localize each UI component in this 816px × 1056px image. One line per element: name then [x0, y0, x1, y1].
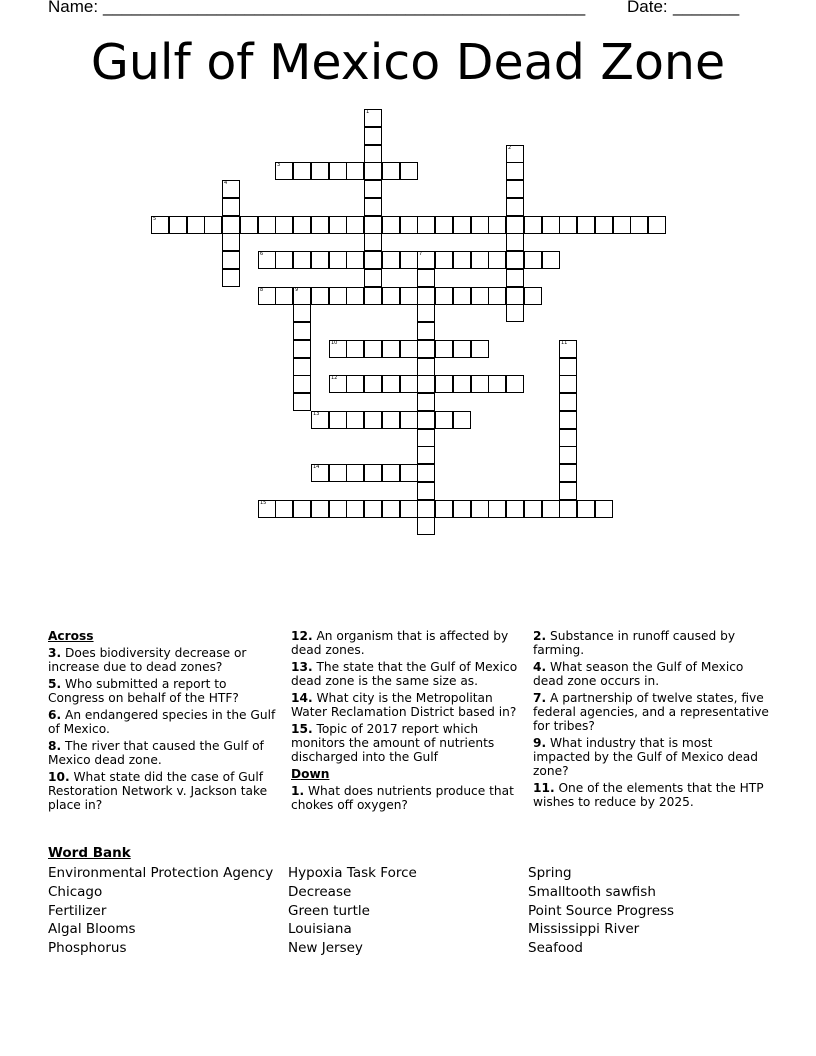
crossword-cell[interactable] — [435, 411, 453, 429]
crossword-cell[interactable] — [506, 145, 524, 163]
crossword-cell[interactable] — [417, 500, 435, 518]
crossword-cell[interactable] — [506, 198, 524, 216]
crossword-cell[interactable] — [417, 216, 435, 234]
crossword-cell[interactable] — [311, 162, 329, 180]
crossword-cell[interactable] — [488, 216, 506, 234]
word-bank-column-3 — [528, 864, 674, 958]
crossword-cell[interactable] — [559, 393, 577, 411]
crossword-cell[interactable] — [293, 216, 311, 234]
clue-down-7: 7. A partnership of twelve states, five federal agencies, and a representative for tribes? — [533, 691, 769, 733]
crossword-cell[interactable] — [417, 393, 435, 411]
clue-number: 1 — [366, 109, 370, 115]
crossword-cell[interactable] — [559, 464, 577, 482]
crossword-cell[interactable] — [187, 216, 205, 234]
crossword-cell[interactable] — [329, 162, 347, 180]
crossword-cell[interactable] — [293, 375, 311, 393]
word-bank-item: Phosphorus — [48, 940, 127, 957]
crossword-cell[interactable] — [453, 375, 471, 393]
crossword-cell[interactable] — [382, 251, 400, 269]
crossword-cell[interactable] — [382, 411, 400, 429]
crossword-cell[interactable] — [488, 500, 506, 518]
crossword-cell[interactable] — [364, 287, 382, 305]
clue-across-6: 6. An endangered species in the Gulf of Mexico. — [48, 708, 276, 736]
crossword-cell[interactable] — [506, 500, 524, 518]
clue-across-15: 15. Topic of 2017 report which monitors the amount of nutrients discharged into the Gulf — [291, 722, 495, 764]
clue-down-4: 4. What season the Gulf of Mexico dead zone occurs in. — [533, 660, 744, 688]
crossword-cell[interactable] — [542, 500, 560, 518]
crossword-cell[interactable] — [329, 287, 347, 305]
crossword-cell[interactable] — [346, 340, 364, 358]
crossword-cell[interactable] — [506, 251, 524, 269]
crossword-cell[interactable] — [364, 180, 382, 198]
crossword-cell[interactable] — [364, 251, 382, 269]
word-bank-item: Environmental Protection Agency — [48, 865, 274, 881]
crossword-cell[interactable] — [293, 500, 311, 518]
date-field[interactable]: _______ — [673, 0, 740, 16]
word-bank-item: Point Source Progress — [528, 902, 675, 919]
crossword-cell[interactable] — [400, 251, 418, 269]
clues-column-2 — [291, 629, 519, 815]
crossword-cell[interactable] — [169, 216, 187, 234]
crossword-cell[interactable] — [346, 287, 364, 305]
crossword-cell[interactable] — [346, 411, 364, 429]
crossword-cell[interactable] — [364, 198, 382, 216]
crossword-cell[interactable] — [364, 464, 382, 482]
word-bank-item: Smalltooth sawfish — [528, 883, 656, 900]
crossword-cell[interactable] — [382, 340, 400, 358]
crossword-cell[interactable] — [293, 251, 311, 269]
crossword-cell[interactable] — [471, 251, 489, 269]
crossword-cell[interactable] — [506, 287, 524, 305]
clue-number: 5 — [153, 216, 157, 222]
date-label: Date: — [627, 0, 668, 16]
crossword-cell[interactable] — [417, 251, 435, 269]
crossword-cell[interactable] — [559, 500, 577, 518]
crossword-cell[interactable] — [382, 500, 400, 518]
crossword-cell[interactable] — [595, 500, 613, 518]
crossword-cell[interactable] — [311, 216, 329, 234]
clue-across-8: 8. The river that caused the Gulf of Mexico dead zone. — [48, 739, 264, 767]
crossword-cell[interactable] — [506, 162, 524, 180]
crossword-cell[interactable] — [559, 482, 577, 500]
crossword-cell[interactable] — [382, 216, 400, 234]
word-bank-item: Louisiana — [288, 921, 352, 938]
crossword-cell[interactable] — [293, 162, 311, 180]
crossword-cell[interactable] — [364, 269, 382, 287]
crossword-cell[interactable] — [346, 216, 364, 234]
clue-number: 7 — [419, 251, 423, 257]
crossword-cell[interactable] — [293, 322, 311, 340]
crossword-cell[interactable] — [471, 340, 489, 358]
crossword-cell[interactable] — [524, 287, 542, 305]
crossword-cell[interactable] — [346, 500, 364, 518]
crossword-cell[interactable] — [364, 233, 382, 251]
clue-number: 4 — [224, 180, 228, 186]
crossword-cell[interactable] — [258, 251, 276, 269]
crossword-cell[interactable] — [329, 411, 347, 429]
crossword-cell[interactable] — [258, 500, 276, 518]
crossword-cell[interactable] — [364, 127, 382, 145]
crossword-cell[interactable] — [329, 251, 347, 269]
crossword-cell[interactable] — [417, 269, 435, 287]
page-title: Gulf of Mexico Dead Zone — [90, 34, 726, 91]
clue-down-1: 1. What does nutrients produce that chokes off oxygen? — [291, 784, 514, 812]
crossword-cell[interactable] — [364, 411, 382, 429]
clue-down-9: 9. What industry that is most impacted by the Gulf of Mexico dead zone? — [533, 736, 758, 778]
crossword-cell[interactable] — [506, 233, 524, 251]
crossword-cell[interactable] — [293, 393, 311, 411]
clue-down-2: 2. Substance in runoff caused by farming. — [533, 629, 736, 657]
crossword-cell[interactable] — [311, 464, 329, 482]
word-bank-item: Green turtle — [288, 902, 370, 919]
across-heading: Across — [48, 629, 94, 643]
crossword-cell[interactable] — [453, 411, 471, 429]
clue-number: 8 — [260, 287, 264, 293]
crossword-cell[interactable] — [382, 287, 400, 305]
crossword-cell[interactable] — [630, 216, 648, 234]
crossword-cell[interactable] — [400, 500, 418, 518]
crossword-cell[interactable] — [275, 216, 293, 234]
crossword-cell[interactable] — [417, 375, 435, 393]
crossword-cell[interactable] — [435, 340, 453, 358]
crossword-cell[interactable] — [364, 375, 382, 393]
crossword-cell[interactable] — [311, 500, 329, 518]
crossword-cell[interactable] — [453, 251, 471, 269]
clue-number: 3 — [277, 162, 281, 168]
crossword-cell[interactable] — [400, 411, 418, 429]
crossword-cell[interactable] — [559, 429, 577, 447]
crossword-cell[interactable] — [417, 287, 435, 305]
word-bank-item: Hypoxia Task Force — [288, 865, 417, 881]
crossword-cell[interactable] — [559, 216, 577, 234]
clue-across-3: 3. Does biodiversity decrease or increase due to dead zones? — [48, 646, 247, 674]
crossword-cell[interactable] — [488, 287, 506, 305]
crossword-cell[interactable] — [222, 198, 240, 216]
clue-across-12: 12. An organism that is affected by dead zones. — [291, 629, 509, 657]
crossword-cell[interactable] — [400, 162, 418, 180]
clue-across-10: 10. What state did the case of Gulf Restoration Network v. Jackson take place in? — [48, 770, 268, 812]
crossword-cell[interactable] — [417, 482, 435, 500]
crossword-cell[interactable] — [648, 216, 666, 234]
crossword-cell[interactable] — [400, 340, 418, 358]
crossword-cell[interactable] — [559, 375, 577, 393]
crossword-cell[interactable] — [435, 375, 453, 393]
crossword-cell[interactable] — [222, 180, 240, 198]
clue-number: 2 — [508, 145, 512, 151]
crossword-cell[interactable] — [364, 340, 382, 358]
crossword-cell[interactable] — [471, 500, 489, 518]
crossword-cell[interactable] — [453, 216, 471, 234]
word-bank-item: Algal Blooms — [48, 921, 136, 938]
clue-number: 10 — [331, 340, 338, 346]
crossword-cell[interactable] — [258, 287, 276, 305]
crossword-cell[interactable] — [471, 375, 489, 393]
crossword-cell[interactable] — [364, 500, 382, 518]
crossword-cell[interactable] — [222, 216, 240, 234]
down-heading: Down — [291, 767, 330, 781]
word-bank-column-1 — [48, 864, 273, 958]
crossword-cell[interactable] — [311, 287, 329, 305]
crossword-cell[interactable] — [311, 251, 329, 269]
crossword-cell[interactable] — [204, 216, 222, 234]
clue-across-5: 5. Who submitted a report to Congress on behalf of the HTF? — [48, 677, 239, 705]
crossword-cell[interactable] — [524, 500, 542, 518]
word-bank-item: Mississippi River — [528, 921, 640, 938]
word-bank-item: Decrease — [288, 883, 352, 900]
crossword-cell[interactable] — [258, 216, 276, 234]
word-bank-item: Fertilizer — [48, 902, 107, 919]
crossword-cell[interactable] — [488, 251, 506, 269]
crossword-cell[interactable] — [222, 251, 240, 269]
crossword-cell[interactable] — [222, 269, 240, 287]
crossword-cell[interactable] — [506, 216, 524, 234]
crossword-cell[interactable] — [453, 340, 471, 358]
crossword-cell[interactable] — [275, 162, 293, 180]
name-field[interactable]: ___________________________________________________ — [103, 0, 586, 16]
word-bank — [48, 845, 788, 957]
crossword-cell[interactable] — [329, 464, 347, 482]
crossword-cell[interactable] — [293, 358, 311, 376]
crossword-cell[interactable] — [293, 340, 311, 358]
crossword-cell[interactable] — [293, 287, 311, 305]
crossword-cell[interactable] — [293, 304, 311, 322]
crossword-cell[interactable] — [435, 216, 453, 234]
clues-column-1 — [48, 629, 276, 815]
crossword-cell[interactable] — [275, 287, 293, 305]
crossword-cell[interactable] — [346, 251, 364, 269]
crossword-cell[interactable] — [400, 464, 418, 482]
word-bank-title: Word Bank — [48, 845, 131, 861]
crossword-cell[interactable] — [559, 411, 577, 429]
crossword-cell[interactable] — [417, 429, 435, 447]
crossword-cell[interactable] — [559, 340, 577, 358]
crossword-cell[interactable] — [364, 109, 382, 127]
crossword-cell[interactable] — [435, 287, 453, 305]
clue-down-11: 11. One of the elements that the HTP wishes to reduce by 2025. — [533, 781, 764, 809]
clues-column-3 — [533, 629, 769, 812]
clue-number: 14 — [313, 464, 320, 470]
crossword-cell[interactable] — [400, 287, 418, 305]
name-label: Name: — [48, 0, 99, 16]
crossword-cell[interactable] — [275, 500, 293, 518]
crossword-cell[interactable] — [577, 216, 595, 234]
crossword-cell[interactable] — [417, 358, 435, 376]
clue-across-14: 14. What city is the Metropolitan Water Reclamation District based in? — [291, 691, 517, 719]
crossword-cell[interactable] — [559, 358, 577, 376]
crossword-cell[interactable] — [382, 464, 400, 482]
crossword-cell[interactable] — [417, 340, 435, 358]
crossword-cell[interactable] — [524, 216, 542, 234]
crossword-cell[interactable] — [151, 216, 169, 234]
crossword-cell[interactable] — [240, 216, 258, 234]
crossword-cell[interactable] — [417, 411, 435, 429]
crossword-cell[interactable] — [382, 162, 400, 180]
clue-number: 15 — [260, 500, 267, 506]
clue-number: 6 — [260, 251, 264, 257]
clue-number: 11 — [561, 340, 568, 346]
crossword-cell[interactable] — [506, 269, 524, 287]
crossword-cell[interactable] — [542, 251, 560, 269]
crossword-cell[interactable] — [506, 304, 524, 322]
crossword-cell[interactable] — [506, 180, 524, 198]
crossword-cell[interactable] — [275, 251, 293, 269]
crossword-cell[interactable] — [453, 500, 471, 518]
crossword-cell[interactable] — [577, 500, 595, 518]
crossword-cell[interactable] — [417, 322, 435, 340]
crossword-cell[interactable] — [329, 340, 347, 358]
crossword-cell[interactable] — [364, 162, 382, 180]
word-bank-item: New Jersey — [288, 940, 363, 957]
word-bank-column-2 — [288, 864, 417, 958]
crossword-cell[interactable] — [595, 216, 613, 234]
crossword-cell[interactable] — [222, 233, 240, 251]
crossword-cell[interactable] — [400, 375, 418, 393]
crossword-cell[interactable] — [382, 375, 400, 393]
word-bank-item: Seafood — [528, 940, 583, 957]
crossword-cell[interactable] — [488, 375, 506, 393]
crossword-cell[interactable] — [435, 500, 453, 518]
crossword-cell[interactable] — [542, 216, 560, 234]
crossword-cell[interactable] — [311, 411, 329, 429]
word-bank-item: Chicago — [48, 883, 103, 900]
word-bank-item: Spring — [528, 865, 572, 881]
crossword-cell[interactable] — [346, 162, 364, 180]
clue-number: 13 — [313, 411, 320, 417]
crossword-cell[interactable] — [329, 216, 347, 234]
crossword-cell[interactable] — [506, 375, 524, 393]
crossword-cell[interactable] — [346, 375, 364, 393]
clue-across-13: 13. The state that the Gulf of Mexico dead zone is the same size as. — [291, 660, 518, 688]
crossword-cell[interactable] — [417, 304, 435, 322]
crossword-cell[interactable] — [471, 216, 489, 234]
crossword-cell[interactable] — [364, 216, 382, 234]
crossword-cell[interactable] — [453, 287, 471, 305]
crossword-cell[interactable] — [471, 287, 489, 305]
crossword-cell[interactable] — [329, 375, 347, 393]
clue-number: 12 — [331, 375, 338, 381]
crossword-cell[interactable] — [346, 464, 364, 482]
crossword-cell[interactable] — [329, 500, 347, 518]
clue-number: 9 — [295, 287, 299, 293]
crossword-cell[interactable] — [524, 251, 542, 269]
crossword-cell[interactable] — [417, 517, 435, 535]
crossword-cell[interactable] — [417, 446, 435, 464]
crossword-cell[interactable] — [435, 251, 453, 269]
crossword-cell[interactable] — [364, 145, 382, 163]
crossword-cell[interactable] — [417, 464, 435, 482]
crossword-cell[interactable] — [400, 216, 418, 234]
crossword-cell[interactable] — [559, 446, 577, 464]
crossword-cell[interactable] — [613, 216, 631, 234]
